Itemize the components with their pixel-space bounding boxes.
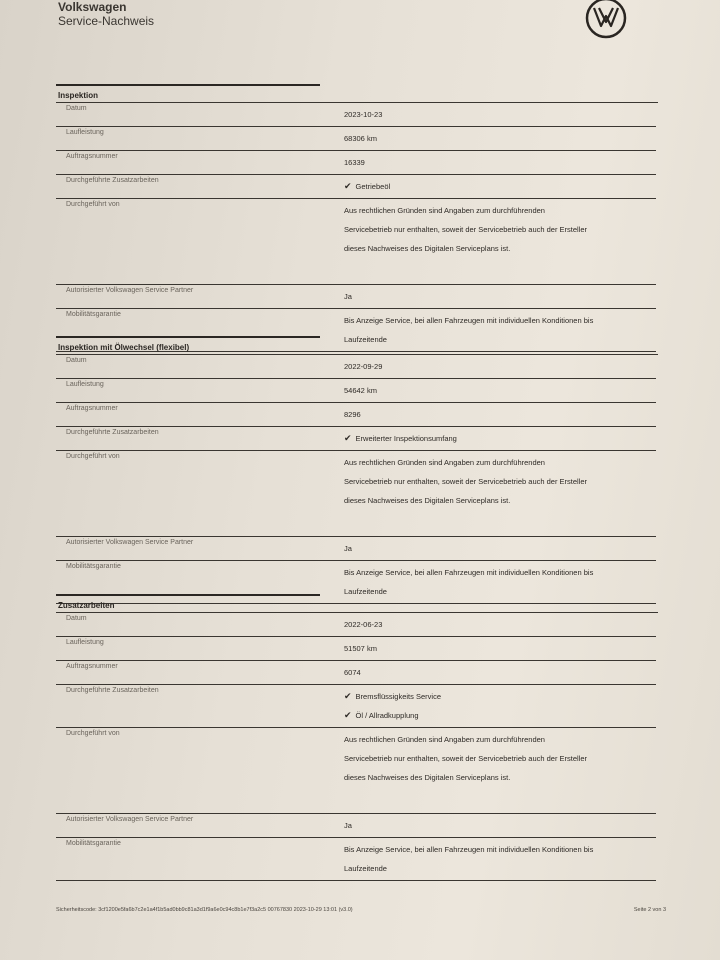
field-value xyxy=(344,379,656,402)
field-value xyxy=(344,285,656,308)
value-line: 51507 km xyxy=(344,644,377,653)
service-section xyxy=(56,336,668,604)
field-value xyxy=(344,103,656,126)
field-label: Autorisierter Volkswagen Service Partner xyxy=(66,816,194,823)
field-label: Datum xyxy=(66,357,87,364)
field-row xyxy=(56,151,656,175)
value-line: Laufzeitende xyxy=(344,335,387,344)
footer-security-code: Sicherheitscode: 3cf1200e5fa6b7c2e1a4f1b5ad0bb9c81a3d1f9a6e0c94c8b1e7f3a2c5 00767830 2023-10-29 13:01 (v3.0) xyxy=(56,907,353,913)
field-row xyxy=(56,814,656,838)
section-title: Zusatzarbeiten xyxy=(56,599,658,613)
value-line: 68306 km xyxy=(344,134,377,143)
field-row xyxy=(56,403,656,427)
value-line: dieses Nachweises des Digitalen Serviceplans ist. xyxy=(344,773,511,782)
field-row xyxy=(56,451,656,537)
check-item-text: Bremsflüssigkeits Service xyxy=(355,692,441,701)
service-section xyxy=(56,84,668,352)
value-line: Servicebetrieb nur enthalten, soweit der Servicebetrieb auch der Ersteller xyxy=(344,225,588,234)
value-line: Servicebetrieb nur enthalten, soweit der Servicebetrieb auch der Ersteller xyxy=(344,477,588,486)
field-row xyxy=(56,103,656,127)
field-value xyxy=(344,814,656,837)
field-label: Mobilitätsgarantie xyxy=(66,563,121,570)
field-row xyxy=(56,637,656,661)
field-value xyxy=(344,728,656,813)
field-row xyxy=(56,427,656,451)
value-line: Ja xyxy=(344,292,352,301)
field-label: Autorisierter Volkswagen Service Partner xyxy=(66,287,194,294)
field-value xyxy=(344,637,656,660)
brand-name: Volkswagen xyxy=(58,0,127,14)
value-line: 6074 xyxy=(344,668,361,677)
field-label: Auftragsnummer xyxy=(66,663,118,670)
value-line: 2023-10-23 xyxy=(344,110,383,119)
document-title: Service-Nachweis xyxy=(58,14,155,28)
field-label: Durchgeführte Zusatzarbeiten xyxy=(66,687,159,694)
field-value xyxy=(344,151,656,174)
field-row xyxy=(56,661,656,685)
field-value xyxy=(344,661,656,684)
field-row xyxy=(56,728,656,814)
value-line: Aus rechtlichen Gründen sind Angaben zum durchführenden xyxy=(344,735,545,744)
value-line: Aus rechtlichen Gründen sind Angaben zum durchführenden xyxy=(344,206,545,215)
field-value xyxy=(344,175,656,198)
field-label: Durchgeführt von xyxy=(66,453,120,460)
field-label: Auftragsnummer xyxy=(66,405,118,412)
value-line: Ja xyxy=(344,821,352,830)
field-value xyxy=(344,403,656,426)
section-divider xyxy=(56,84,320,86)
value-line: Laufzeitende xyxy=(344,587,387,596)
field-label: Durchgeführte Zusatzarbeiten xyxy=(66,429,159,436)
check-item xyxy=(344,706,656,725)
brand-header xyxy=(58,0,154,28)
value-line: dieses Nachweises des Digitalen Serviceplans ist. xyxy=(344,496,511,505)
field-value xyxy=(344,537,656,560)
field-row xyxy=(56,685,656,728)
value-line: Ja xyxy=(344,544,352,553)
field-value xyxy=(344,613,656,636)
field-label: Laufleistung xyxy=(66,381,104,388)
field-value xyxy=(344,355,656,378)
value-line: 54642 km xyxy=(344,386,377,395)
section-divider xyxy=(56,594,320,596)
checkmark-icon: ✔ xyxy=(344,433,352,443)
value-line: 16339 xyxy=(344,158,365,167)
field-value xyxy=(344,838,656,880)
field-label: Datum xyxy=(66,105,87,112)
field-value xyxy=(344,451,656,536)
field-label: Auftragsnummer xyxy=(66,153,118,160)
field-row xyxy=(56,613,656,637)
check-item xyxy=(344,687,656,706)
value-line: dieses Nachweises des Digitalen Serviceplans ist. xyxy=(344,244,511,253)
check-item-text: Öl / Allradkupplung xyxy=(355,711,419,720)
value-line: 2022-09-29 xyxy=(344,362,383,371)
value-line: Laufzeitende xyxy=(344,864,387,873)
check-item-text: Getriebeöl xyxy=(355,182,391,191)
checkmark-icon: ✔ xyxy=(344,710,352,720)
field-label: Durchgeführte Zusatzarbeiten xyxy=(66,177,159,184)
field-label: Durchgeführt von xyxy=(66,730,120,737)
check-item-text: Erweiterter Inspektionsumfang xyxy=(355,434,457,443)
checkmark-icon: ✔ xyxy=(344,181,352,191)
page-footer xyxy=(56,907,666,913)
field-row xyxy=(56,379,656,403)
field-label: Mobilitätsgarantie xyxy=(66,840,121,847)
value-line: 2022-06-23 xyxy=(344,620,383,629)
value-line: 8296 xyxy=(344,410,361,419)
field-row xyxy=(56,285,656,309)
field-row xyxy=(56,175,656,199)
field-value xyxy=(344,199,656,284)
section-divider xyxy=(56,336,320,338)
vw-logo-icon xyxy=(584,0,628,40)
section-title: Inspektion mit Ölwechsel (flexibel) xyxy=(56,341,658,355)
field-label: Laufleistung xyxy=(66,639,104,646)
footer-page-number: Seite 2 von 3 xyxy=(633,907,666,913)
checkmark-icon: ✔ xyxy=(344,691,352,701)
field-label: Autorisierter Volkswagen Service Partner xyxy=(66,539,194,546)
field-label: Laufleistung xyxy=(66,129,104,136)
section-title: Inspektion xyxy=(56,89,658,103)
field-row xyxy=(56,838,656,881)
field-value xyxy=(344,685,656,727)
field-value xyxy=(344,127,656,150)
value-line: Bis Anzeige Service, bei allen Fahrzeugen mit individuellen Konditionen bis xyxy=(344,316,594,325)
field-label: Mobilitätsgarantie xyxy=(66,311,121,318)
field-value xyxy=(344,427,656,450)
value-line: Aus rechtlichen Gründen sind Angaben zum durchführenden xyxy=(344,458,545,467)
value-line: Bis Anzeige Service, bei allen Fahrzeugen mit individuellen Konditionen bis xyxy=(344,568,594,577)
field-row xyxy=(56,199,656,285)
check-item xyxy=(344,177,656,196)
check-item xyxy=(344,429,656,448)
field-row xyxy=(56,537,656,561)
field-label: Durchgeführt von xyxy=(66,201,120,208)
field-row xyxy=(56,355,656,379)
field-label: Datum xyxy=(66,615,87,622)
value-line: Servicebetrieb nur enthalten, soweit der Servicebetrieb auch der Ersteller xyxy=(344,754,588,763)
value-line: Bis Anzeige Service, bei allen Fahrzeugen mit individuellen Konditionen bis xyxy=(344,845,594,854)
field-row xyxy=(56,127,656,151)
service-section xyxy=(56,594,668,881)
